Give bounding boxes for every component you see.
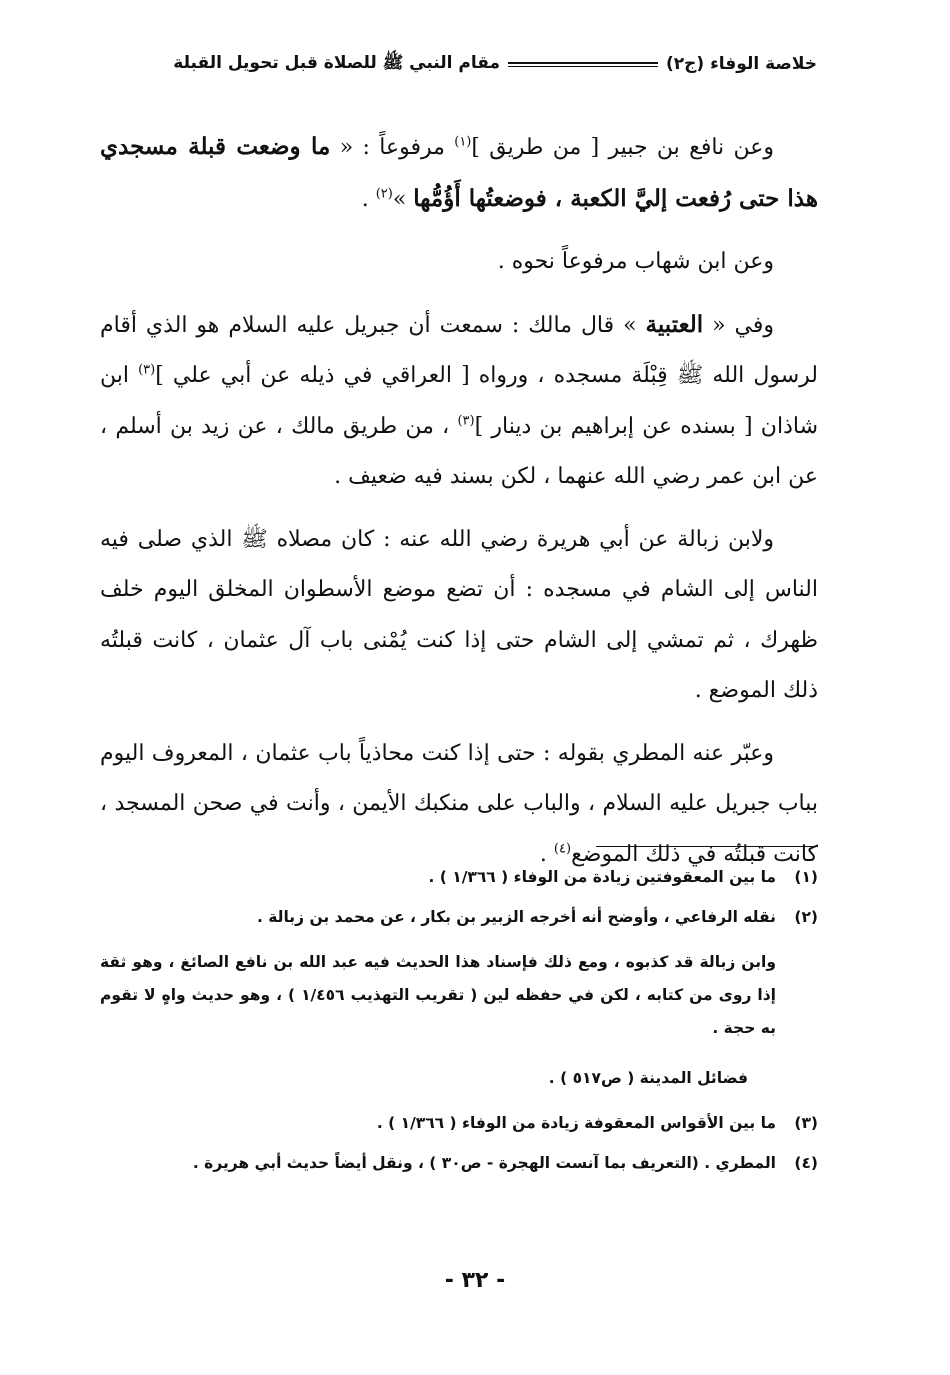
footnote-number: (١) <box>794 868 818 886</box>
footnote-1 <box>100 866 818 889</box>
paragraph-5 <box>100 729 818 881</box>
text-run: ابن شاذان [ بسنده عن إبراهيم بن دينار ] <box>100 363 819 439</box>
footnote-text: ما بين المعقوفتين زيادة من الوفاء ( ١/٣٦٦ ) . <box>428 868 776 886</box>
paragraph-3 <box>100 300 818 503</box>
text-run: ، من طريق مالك ، عن زيد بن أسلم ، عن ابن عمر رضي الله عنهما ، لكن بسند فيه ضعيف . <box>100 413 818 489</box>
text-run: » <box>392 186 414 212</box>
main-text <box>100 122 818 880</box>
footnote-ref: (٢) <box>375 186 393 202</box>
footnote-text: المطري . (التعريف بما آنست الهجرة - ص٣٠ ) ، ونقل أيضاً حديث أبي هريرة . <box>192 1154 776 1172</box>
footnote-number: (٢) <box>794 908 818 926</box>
header-book-title: خلاصة الوفاء (ج٢) <box>665 54 817 74</box>
footnote-ref: (٣) <box>457 413 475 429</box>
footnote-2-continuation: وابن زبالة قد كذبوه ، ومع ذلك فإسناد هذا الحديث فيه عبد الله بن نافع الصائغ ، وهو ثقة إذا روى من كتابه ، لكن في حفظه لين ( تقريب التهذيب ١/٤٥٦ ) ، وهو حديث واهٍ لا تقوم به حجة . <box>100 953 776 1037</box>
text-run: وعن نافع بن جبير [ من طريق ] <box>471 135 775 160</box>
footnote-ref: (٣) <box>138 362 156 378</box>
header-rule <box>508 62 658 67</box>
footnote-3 <box>100 1112 818 1135</box>
footnotes <box>100 866 818 1192</box>
running-header <box>105 48 817 80</box>
footnote-ref: (٤) <box>553 841 572 857</box>
text-run: مرفوعاً : « <box>330 135 455 160</box>
text-run: . <box>361 186 376 212</box>
footnote-2-source: فضائل المدينة ( ص٥١٧ ) . <box>548 1069 748 1087</box>
page-number: - ٣٢ - <box>444 1268 506 1293</box>
text-run: . <box>539 841 554 867</box>
text-run: وعبّر عنه المطري بقوله : حتى إذا كنت محاذياً باب عثمان ، المعروف اليوم بباب جبريل عليه السلام ، والباب على منكبك الأيمن ، وأنت في صحن المسجد ، كانت قبلتُه في ذلك الموضع <box>100 740 818 867</box>
text-run: » قال مالك : سمعت أن جبريل عليه السلام هو الذي أقام لرسول الله ﷺ قِبْلَة مسجده ، ورواه [ العراقي في ذيله عن أبي علي ] <box>100 312 818 388</box>
paragraph-1 <box>100 122 818 225</box>
paragraph-2: وعن ابن شهاب مرفوعاً نحوه . <box>497 249 774 274</box>
footnote-2 <box>100 906 818 929</box>
header-chapter-title: مقام النبي ﷺ للصلاة قبل تحويل القبلة <box>173 52 500 73</box>
footnote-separator <box>596 846 818 847</box>
hadith-quote: ما وضعت قبلة مسجدي هذا حتى رُفعت إليَّ الكعبة ، فوضعتُها أَؤُمُّها <box>100 133 818 212</box>
footnote-number: (٤) <box>794 1154 818 1172</box>
footnote-ref: (١) <box>454 134 472 150</box>
footnote-text: ما بين الأقواس المعقوفة زيادة من الوفاء ( ١/٣٦٦ ) . <box>376 1114 776 1132</box>
footnote-text: نقله الرفاعي ، وأوضح أنه أخرجه الزبير بن بكار ، عن محمد بن زبالة . <box>256 908 776 926</box>
footnote-number: (٣) <box>794 1114 818 1132</box>
text-run: وفي « <box>703 312 774 338</box>
source-title: العتبية <box>645 310 704 338</box>
footnote-4 <box>100 1152 818 1175</box>
paragraph-4: ولابن زبالة عن أبي هريرة رضي الله عنه : كان مصلاه ﷺ الذي صلى فيه الناس إلى الشام في مسجده : أن تضع موضع الأسطوان المخلق اليوم خلف ظهرك ، ثم تمشي إلى الشام حتى إذا كنت يُمْنى باب آل عثمان ، كانت قبلتُه ذلك الموضع . <box>100 526 818 703</box>
